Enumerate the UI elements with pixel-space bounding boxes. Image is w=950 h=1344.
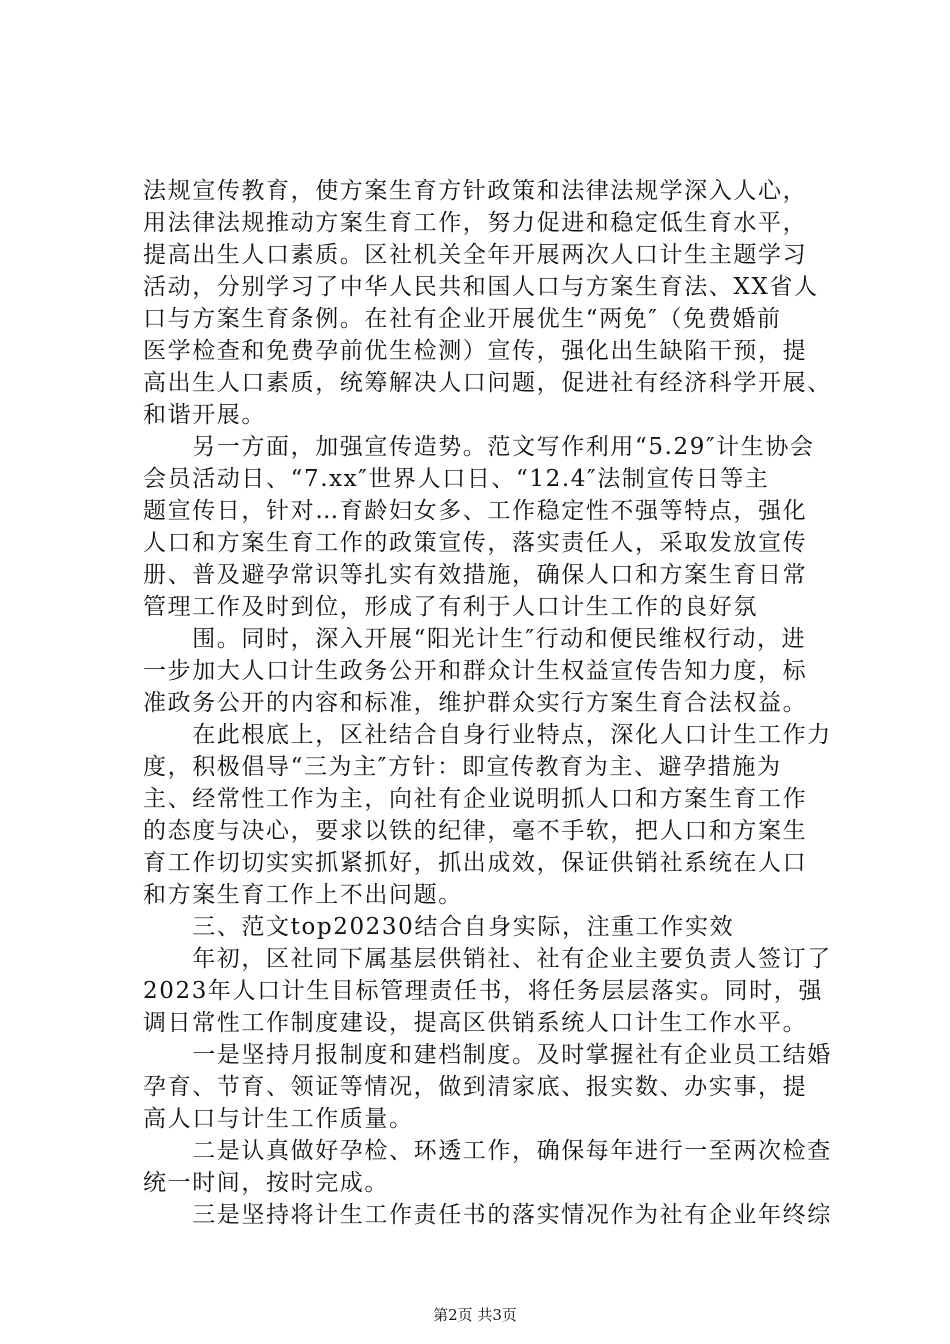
text-line: 题宣传日，针对…育龄妇女多、工作稳定性不强等特点，强化 bbox=[143, 498, 808, 524]
text-line: 准政务公开的内容和标准，维护群众实行方案生育合法权益。 bbox=[143, 690, 808, 716]
text-line: 法规宣传教育，使方案生育方针政策和法律法规学深入人心， bbox=[143, 178, 808, 204]
text-line: 的态度与决心，要求以铁的纪律，毫不手软，把人口和方案生 bbox=[143, 818, 808, 844]
text-line: 一是坚持月报制度和建档制度。及时掌握社有企业员工结婚 bbox=[143, 1042, 832, 1068]
text-line: 管理工作及时到位，形成了有利于人口计生工作的良好氛 bbox=[143, 594, 758, 620]
text-line: 统一时间，按时完成。 bbox=[143, 1170, 389, 1196]
section-heading: 三、范文top20230结合自身实际，注重工作实效 bbox=[143, 914, 735, 940]
text-line: 二是认真做好孕检、环透工作，确保每年进行一至两次检查 bbox=[143, 1138, 832, 1164]
text-line: 和方案生育工作上不出问题。 bbox=[143, 882, 463, 908]
text-line: 高人口与计生工作质量。 bbox=[143, 1106, 414, 1132]
text-line: 医学检查和免费孕前优生检测）宣传，强化出生缺陷干预，提 bbox=[143, 338, 808, 364]
text-line: 人口和方案生育工作的政策宣传，落实责任人，采取发放宣传 bbox=[143, 530, 808, 556]
text-line: 围。同时，深入开展“阳光计生″行动和便民维权行动，进 bbox=[143, 626, 807, 652]
text-line: 会员活动日、“7.xx″世界人口日、“12.4″法制宣传日等主 bbox=[143, 466, 770, 492]
text-line: 三是坚持将计生工作责任书的落实情况作为社有企业年终综 bbox=[143, 1202, 832, 1228]
text-line: 提高出生人口素质。区社机关全年开展两次人口计生主题学习 bbox=[143, 242, 808, 268]
text-line: 调日常性工作制度建设，提高区供销系统人口计生工作水平。 bbox=[143, 1010, 808, 1036]
text-line: 2023年人口计生目标管理责任书，将任务层层落实。同时，强 bbox=[143, 978, 823, 1004]
text-line: 育工作切切实实抓紧抓好，抓出成效，保证供销社系统在人口 bbox=[143, 850, 808, 876]
text-line: 年初，区社同下属基层供销社、社有企业主要负责人签订了 bbox=[143, 946, 832, 972]
page-footer: 第2页 共3页 bbox=[433, 1306, 517, 1324]
text-line: 高出生人口素质，统筹解决人口问题，促进社有经济科学开展、 bbox=[143, 370, 832, 396]
text-line: 主、经常性工作为主，向社有企业说明抓人口和方案生育工作 bbox=[143, 786, 808, 812]
text-line: 口与方案生育条例。在社有企业开展优生“两免″（免费婚前 bbox=[143, 306, 782, 332]
text-line: 在此根底上，区社结合自身行业特点，深化人口计生工作力 bbox=[143, 722, 832, 748]
text-line: 另一方面，加强宣传造势。范文写作利用“5.29″计生协会 bbox=[143, 434, 815, 460]
text-line: 孕育、节育、领证等情况，做到清家底、报实数、办实事，提 bbox=[143, 1074, 808, 1100]
text-line: 册、普及避孕常识等扎实有效措施，确保人口和方案生育日常 bbox=[143, 562, 808, 588]
text-line: 度，积极倡导“三为主″方针：即宣传教育为主、避孕措施为 bbox=[143, 754, 782, 780]
text-line: 一步加大人口计生政务公开和群众计生权益宣传告知力度，标 bbox=[143, 658, 808, 684]
text-line: 和谐开展。 bbox=[143, 402, 266, 428]
text-line: 用法律法规推动方案生育工作，努力促进和稳定低生育水平， bbox=[143, 210, 808, 236]
text-line: 活动，分别学习了中华人民共和国人口与方案生育法、XX省人 bbox=[143, 274, 819, 300]
